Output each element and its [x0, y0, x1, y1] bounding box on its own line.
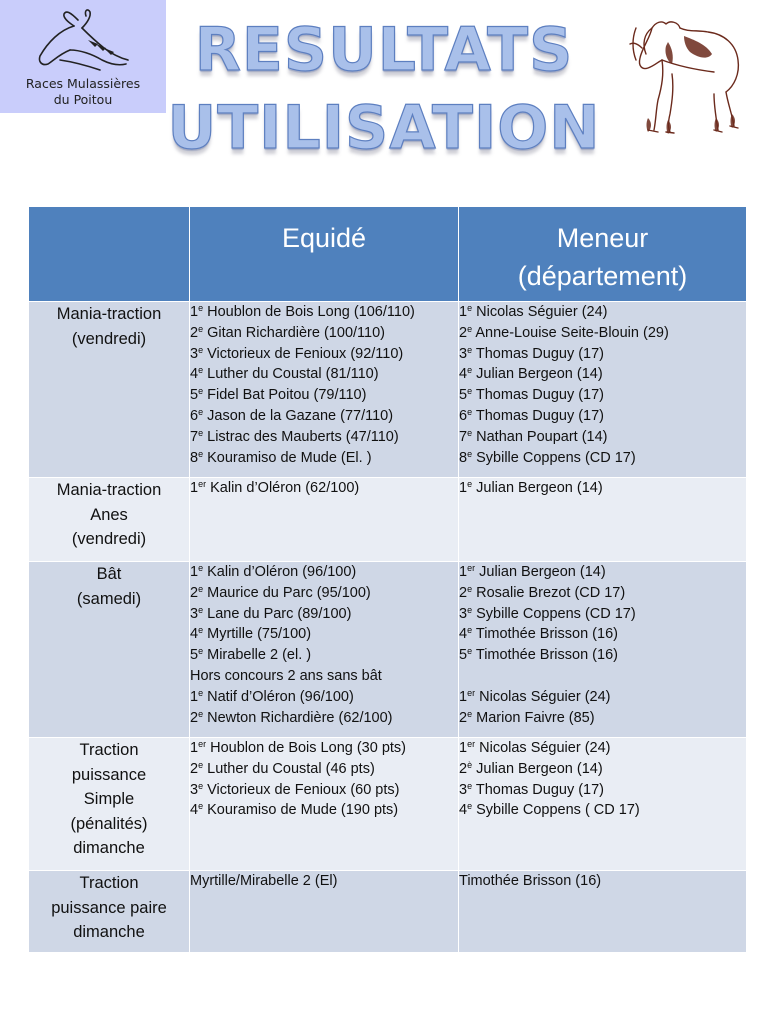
rank-number: 1	[190, 688, 199, 705]
equide-entry	[190, 687, 458, 708]
rank-suffix: er	[198, 479, 207, 489]
entry-text: Julian Bergeon (14)	[479, 564, 606, 580]
category-line: (samedi)	[76, 589, 142, 608]
meneur-cell	[459, 738, 747, 871]
results-table	[28, 206, 747, 953]
equide-entry	[190, 448, 458, 469]
category-line: Bât	[96, 565, 122, 583]
rank-number: 4	[459, 366, 468, 383]
page-title-line2: UTILISATION	[167, 93, 601, 163]
rank-number: 6	[459, 407, 468, 424]
rank-suffix: e	[467, 406, 473, 417]
rank-suffix: e	[467, 479, 473, 489]
rank-number: 4	[190, 366, 199, 383]
rank-number: 4	[190, 626, 199, 643]
entry-text: Julian Bergeon (14)	[476, 366, 603, 383]
rank-number: 3	[190, 345, 199, 362]
rank-number: 1	[459, 480, 468, 496]
rank-number: 3	[459, 605, 468, 622]
rank-suffix: e	[467, 583, 473, 594]
rank-number: 5	[190, 647, 199, 664]
meneur-entry	[459, 800, 746, 821]
table-row	[29, 478, 747, 562]
header-meneur-label: Meneur	[556, 223, 649, 253]
entry-text: Kouramiso de Mude (El. )	[207, 449, 372, 466]
meneur-entry	[459, 871, 746, 892]
meneur-entry	[459, 583, 746, 604]
meneur-entry	[459, 759, 746, 780]
category-cell	[29, 871, 190, 953]
rank-number: 3	[190, 605, 199, 622]
header-equide-label: Equidé	[281, 223, 367, 253]
meneur-entry	[459, 738, 746, 759]
entry-text: Nicolas Séguier (24)	[479, 740, 611, 756]
rank-number: 7	[459, 428, 468, 445]
entry-text: Luther du Coustal (81/110)	[207, 366, 379, 383]
entry-text: Fidel Bat Poitou (79/110)	[207, 387, 367, 404]
rank-number: 2	[459, 584, 468, 601]
category-line: (pénalités)	[70, 814, 148, 833]
rank-number: 1	[190, 740, 199, 756]
rank-suffix: e	[198, 344, 204, 355]
meneur-entry	[459, 478, 746, 499]
rank-suffix: e	[198, 780, 204, 791]
equide-entry	[190, 645, 458, 666]
category-line: dimanche	[73, 839, 145, 857]
entry-text: Houblon de Bois Long (30 pts)	[210, 740, 407, 756]
rank-number: 4	[190, 802, 199, 819]
equide-entry	[190, 708, 458, 729]
rank-suffix: e	[198, 386, 204, 397]
entry-text: Thomas Duguy (17)	[475, 781, 605, 798]
category-line: Traction	[79, 741, 139, 759]
entry-text: Rosalie Brezot (CD 17)	[476, 584, 626, 601]
header-category	[29, 207, 190, 302]
entry-text: Sybille Coppens (CD 17)	[476, 449, 636, 466]
category-cell	[29, 738, 190, 871]
entry-text: Natif d’Oléron (96/100)	[207, 688, 354, 705]
meneur-entry	[459, 364, 746, 385]
rank-number: 2	[459, 324, 468, 341]
category-cell	[29, 302, 190, 478]
equide-entry	[190, 344, 458, 365]
rank-suffix: e	[467, 604, 473, 615]
entry-text: Gitan Richardière (100/110)	[207, 324, 385, 341]
category-line: Simple	[83, 790, 135, 808]
entry-text: Lane du Parc (89/100)	[207, 605, 352, 622]
equide-entry	[190, 302, 458, 323]
equide-cell	[190, 478, 459, 562]
entry-text: Luther du Coustal (46 pts)	[207, 760, 375, 777]
entry-text: Myrtille (75/100)	[207, 626, 312, 643]
rank-suffix: e	[467, 448, 473, 459]
rank-suffix: e	[198, 448, 204, 459]
entry-text: Maurice du Parc (95/100)	[207, 584, 371, 601]
entry-text: Listrac des Mauberts (47/110)	[207, 428, 399, 445]
rank-suffix: e	[198, 646, 204, 657]
entry-text: Victorieux de Fenioux (92/110)	[207, 345, 404, 362]
rank-number: 1	[190, 304, 199, 320]
entry-text: Nicolas Séguier (24)	[479, 688, 611, 705]
entry-text: Julian Bergeon (14)	[476, 480, 603, 496]
category-cell	[29, 562, 190, 738]
equide-entry	[190, 364, 458, 385]
rank-number: 2	[190, 709, 199, 726]
rank-suffix: e	[467, 344, 473, 355]
meneur-entry	[459, 604, 746, 625]
rank-number: 8	[190, 449, 199, 466]
entry-text: Anne-Louise Seite-Blouin (29)	[475, 324, 669, 341]
rank-suffix: e	[467, 365, 473, 376]
table-row	[29, 302, 747, 478]
logo	[0, 0, 166, 113]
rank-number: 2	[459, 709, 468, 726]
entry-text: Kalin d’Oléron (96/100)	[207, 564, 357, 580]
rank-number: 1	[459, 740, 468, 756]
meneur-entry	[459, 344, 746, 365]
rank-suffix: e	[198, 323, 204, 334]
rank-suffix: e	[198, 427, 204, 438]
table-row	[29, 738, 747, 871]
equide-entry	[190, 759, 458, 780]
equide-entry	[190, 800, 458, 821]
meneur-entry	[459, 780, 746, 801]
entry-text: Timothée Brisson (16)	[459, 873, 602, 889]
equide-cell	[190, 302, 459, 478]
header-meneur	[459, 207, 747, 302]
category-line: (vendredi)	[71, 329, 147, 348]
rank-suffix: e	[198, 687, 204, 698]
header-meneur-sublabel: (département)	[517, 261, 688, 291]
meneur-entry	[459, 687, 746, 708]
entry-text: Myrtille/Mirabelle 2 (El)	[190, 873, 338, 889]
category-cell	[29, 478, 190, 562]
category-line: puissance	[71, 765, 147, 784]
entry-text: Kouramiso de Mude (190 pts)	[207, 802, 399, 819]
rank-suffix: e	[198, 365, 204, 376]
rank-number: 5	[459, 387, 468, 404]
entry-text: Julian Bergeon (14)	[476, 760, 603, 777]
rank-number: 1	[459, 688, 468, 705]
category-line: Anes	[90, 505, 128, 524]
equide-cell	[190, 738, 459, 871]
entry-text: Sybille Coppens ( CD 17)	[476, 802, 640, 819]
equide-entry	[190, 323, 458, 344]
rank-number: 3	[190, 781, 199, 798]
equide-cell	[190, 871, 459, 953]
meneur-cell	[459, 562, 747, 738]
rank-suffix: e	[467, 646, 473, 657]
entry-text: Timothée Brisson (16)	[475, 626, 618, 643]
meneur-entry	[459, 448, 746, 469]
rank-suffix: e	[467, 386, 473, 397]
rank-number: 4	[459, 626, 468, 643]
logo-text-line1: Races Mulassières	[25, 76, 141, 91]
rank-suffix: e	[198, 604, 204, 615]
mule-head-logo-icon	[30, 8, 136, 76]
rank-suffix: er	[467, 563, 476, 573]
rank-suffix: e	[198, 583, 204, 594]
rank-number: 1	[190, 564, 199, 580]
entry-text: Nicolas Séguier (24)	[476, 304, 608, 320]
rank-suffix: e	[467, 801, 473, 812]
meneur-entry	[459, 406, 746, 427]
equide-entry	[190, 604, 458, 625]
rank-number: 2	[190, 760, 199, 777]
meneur-entry	[459, 323, 746, 344]
rank-suffix: e	[198, 303, 204, 313]
entry-text: Sybille Coppens (CD 17)	[476, 605, 636, 622]
equide-entry	[190, 780, 458, 801]
equide-cell	[190, 562, 459, 738]
rank-suffix: e	[198, 625, 204, 636]
equide-entry	[190, 738, 458, 759]
category-line: Traction	[79, 874, 139, 892]
equide-entry	[190, 562, 458, 583]
entry-text: Hors concours 2 ans sans bât	[190, 667, 382, 684]
meneur-cell	[459, 871, 747, 953]
category-line: puissance paire	[51, 898, 167, 917]
logo-text-line2: du Poitou	[53, 92, 113, 107]
rank-number: 3	[459, 781, 468, 798]
meneur-cell	[459, 478, 747, 562]
equide-entry	[190, 385, 458, 406]
meneur-entry	[459, 427, 746, 448]
rank-suffix: e	[198, 406, 204, 417]
meneur-entry	[459, 562, 746, 583]
rank-number: 3	[459, 345, 468, 362]
equide-entry	[190, 427, 458, 448]
entry-text: Thomas Duguy (17)	[475, 407, 605, 424]
rank-suffix: er	[467, 687, 476, 698]
entry-text: Thomas Duguy (17)	[475, 345, 605, 362]
rank-number: 2	[190, 324, 199, 341]
table-row	[29, 562, 747, 738]
rank-suffix: e	[198, 759, 204, 770]
rank-suffix: e	[198, 708, 204, 719]
rank-suffix: e	[467, 323, 473, 334]
spacer	[459, 666, 746, 687]
entry-text: Victorieux de Fenioux (60 pts)	[207, 781, 400, 798]
page-title-line1: RESULTATS	[194, 15, 574, 85]
entry-text: Houblon de Bois Long (106/110)	[207, 304, 415, 320]
entry-text: Marion Faivre (85)	[476, 709, 595, 726]
category-line: dimanche	[73, 923, 145, 941]
rank-suffix: e	[467, 708, 473, 719]
category-line: Mania-traction	[56, 305, 162, 323]
entry-text: Jason de la Gazane (77/110)	[207, 407, 394, 424]
rank-number: 1	[459, 304, 468, 320]
category-line: Mania-traction	[56, 481, 162, 499]
rank-suffix: è	[467, 759, 473, 770]
meneur-entry	[459, 645, 746, 666]
rank-suffix: er	[467, 739, 476, 749]
meneur-entry	[459, 385, 746, 406]
draft-horse-illustration-icon	[628, 14, 748, 136]
equide-entry	[190, 478, 458, 499]
meneur-entry	[459, 624, 746, 645]
rank-number: 2	[190, 584, 199, 601]
category-line: (vendredi)	[71, 530, 147, 548]
header-equide	[190, 207, 459, 302]
rank-number: 4	[459, 802, 468, 819]
rank-suffix: e	[467, 427, 473, 438]
equide-entry	[190, 666, 458, 687]
meneur-entry	[459, 708, 746, 729]
rank-suffix: e	[198, 563, 204, 573]
rank-number: 6	[190, 407, 199, 424]
rank-suffix: e	[467, 625, 473, 636]
entry-text: Kalin d’Oléron (62/100)	[210, 480, 360, 496]
equide-entry	[190, 624, 458, 645]
rank-suffix: er	[198, 739, 207, 749]
rank-number: 8	[459, 449, 468, 466]
entry-text: Timothée Brisson (16)	[475, 647, 618, 664]
equide-entry	[190, 406, 458, 427]
rank-number: 7	[190, 428, 199, 445]
rank-number: 5	[190, 387, 199, 404]
rank-suffix: e	[467, 780, 473, 791]
rank-number: 1	[459, 564, 468, 580]
meneur-entry	[459, 302, 746, 323]
equide-entry	[190, 871, 458, 892]
meneur-cell	[459, 302, 747, 478]
table-row	[29, 871, 747, 953]
rank-number: 1	[190, 480, 199, 496]
equide-entry	[190, 583, 458, 604]
table-header-row	[29, 207, 747, 302]
entry-text: Newton Richardière (62/100)	[207, 709, 393, 726]
rank-suffix: e	[198, 801, 204, 812]
rank-number: 2	[459, 760, 468, 777]
rank-number: 5	[459, 647, 468, 664]
rank-suffix: e	[467, 303, 473, 313]
entry-text: Thomas Duguy (17)	[475, 387, 605, 404]
entry-text: Nathan Poupart (14)	[476, 428, 608, 445]
entry-text: Mirabelle 2 (el. )	[207, 647, 312, 664]
